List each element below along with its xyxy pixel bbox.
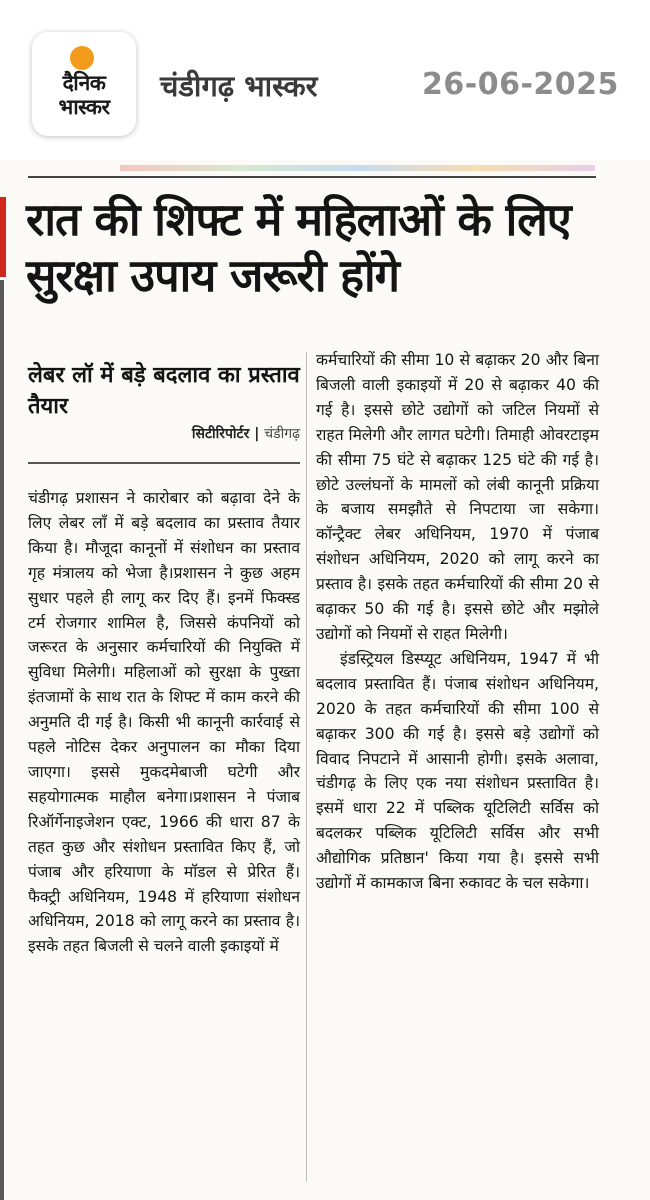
top-rule: [28, 176, 596, 178]
byline-location: चंडीगढ़: [264, 426, 300, 442]
left-column-header: [28, 360, 300, 443]
page-edge-dark: [0, 280, 4, 1200]
page-edge-red: [0, 197, 6, 277]
byline-reporter: सिटीरिपोर्टर: [191, 426, 250, 442]
subhead-divider: [28, 462, 300, 464]
sun-icon: [70, 46, 94, 70]
byline: सिटीरिपोर्टर | चंडीगढ़: [191, 426, 300, 442]
edition-name: चंडीगढ़ भास्कर: [160, 69, 318, 103]
page-header: [0, 0, 650, 160]
article-paragraph-1: कर्मचारियों की सीमा 10 से बढ़ाकर 20 और बिना बिजली वाली इकाइयों में 20 से बढ़ाकर 40 की गई है। इससे छोटे उद्योगों को जटिल नियमों से राहत मिलेगी और लागत घटेगी। तिमाही ओवरटाइम की सीमा 75 घंटे से बढ़ाकर 125 घंटे की गई है। छोटे उल्लंघनों के मामलों को लंबी कानूनी प्रक्रिया के बजाय समझौते से निपटाया जा सकेगा। कॉन्ट्रैक्ट लेबर अधिनियम, 1970 में पंजाब संशोधन अधिनियम, 2020 को लागू करने का प्रस्ताव है। इसके तहत कर्मचारियों की सीमा 20 से बढ़ाकर 50 की गई है। इससे छोटे और मझोले उद्योगों को नियमों से राहत मिलेगी।: [316, 351, 599, 643]
article-body-right: [316, 348, 599, 896]
dainik-bhaskar-logo: [32, 32, 136, 136]
article-subheadline: लेबर लॉ में बड़े बदलाव का प्रस्ताव तैयार: [28, 363, 300, 419]
publication-date: 26-06-2025: [422, 67, 619, 102]
article-body-left: चंडीगढ़ प्रशासन ने कारोबार को बढ़ावा देने के लिए लेबर लॉं में बड़े बदलाव का प्रस्ताव तैयार किया है। मौजूदा कानूनों में संशोधन का प्रस्ताव गृह मंत्रालय को भेजा है।प्रशासन ने कुछ अहम सुधार पहले ही लागू कर दिए हैं। इनमें फिक्स्ड टर्म रोजगार शामिल है, जिससे कंपनियों को जरूरत के अनुसार कर्मचारियों की नियुक्ति में सुविधा मिलेगी। महिलाओं को सुरक्षा के पुख्ता इंतजामों के साथ रात के शिफ्ट में काम करने की अनुमति दी गई है। किसी भी कानूनी कार्रवाई से पहले नोटिस देकर अनुपालन का मौका दिया जाएगा। इससे मुकदमेबाजी घटेगी और सहयोगात्मक माहौल बनेगा।प्रशासन ने पंजाब रिऑर्गेनाइजेशन एक्ट, 1966 की धारा 87 के तहत कुछ और संशोधन प्रस्तावित किए हैं, जो पंजाब और हरियाणा के मॉडल से प्रेरित हैं। फैक्ट्री अधिनियम, 1948 में हरियाणा संशोधन अधिनियम, 2018 को लागू करने का प्रस्ताव है। इसके तहत बिजली से चलने वाली इकाइयों में: [28, 489, 300, 956]
logo-text-line1: दैनिक: [62, 71, 106, 95]
column-rule: [306, 352, 307, 1182]
logo-text-line2: भास्कर: [58, 95, 110, 119]
decorative-strip: [120, 165, 595, 171]
article-headline: रात की शिफ्ट में महिलाओं के लिए सुरक्षा उपाय जरूरी होंगे: [26, 193, 571, 302]
article-paragraph-2: इंडस्ट्रियल डिस्प्यूट अधिनियम, 1947 में भी बदलाव प्रस्तावित हैं। पंजाब संशोधन अधिनियम, 2020 के तहत कर्मचारियों की सीमा 100 से बढ़ाकर 300 की गई है। इससे बड़े उद्योगों को विवाद निपटाने में आसानी होगी। इसके अलावा, चंडीगढ़ के लिए एक नया संशोधन प्रस्तावित है। इसमें धारा 22 में पब्लिक यूटिलिटी सर्विस को बदलकर पब्लिक यूटिलिटी सर्विस और सभी औद्योगिक प्रतिष्ठान' किया गया है। इससे सभी उद्योगों में कामकाज बिना रुकावट के चल सकेगा।: [316, 649, 599, 893]
